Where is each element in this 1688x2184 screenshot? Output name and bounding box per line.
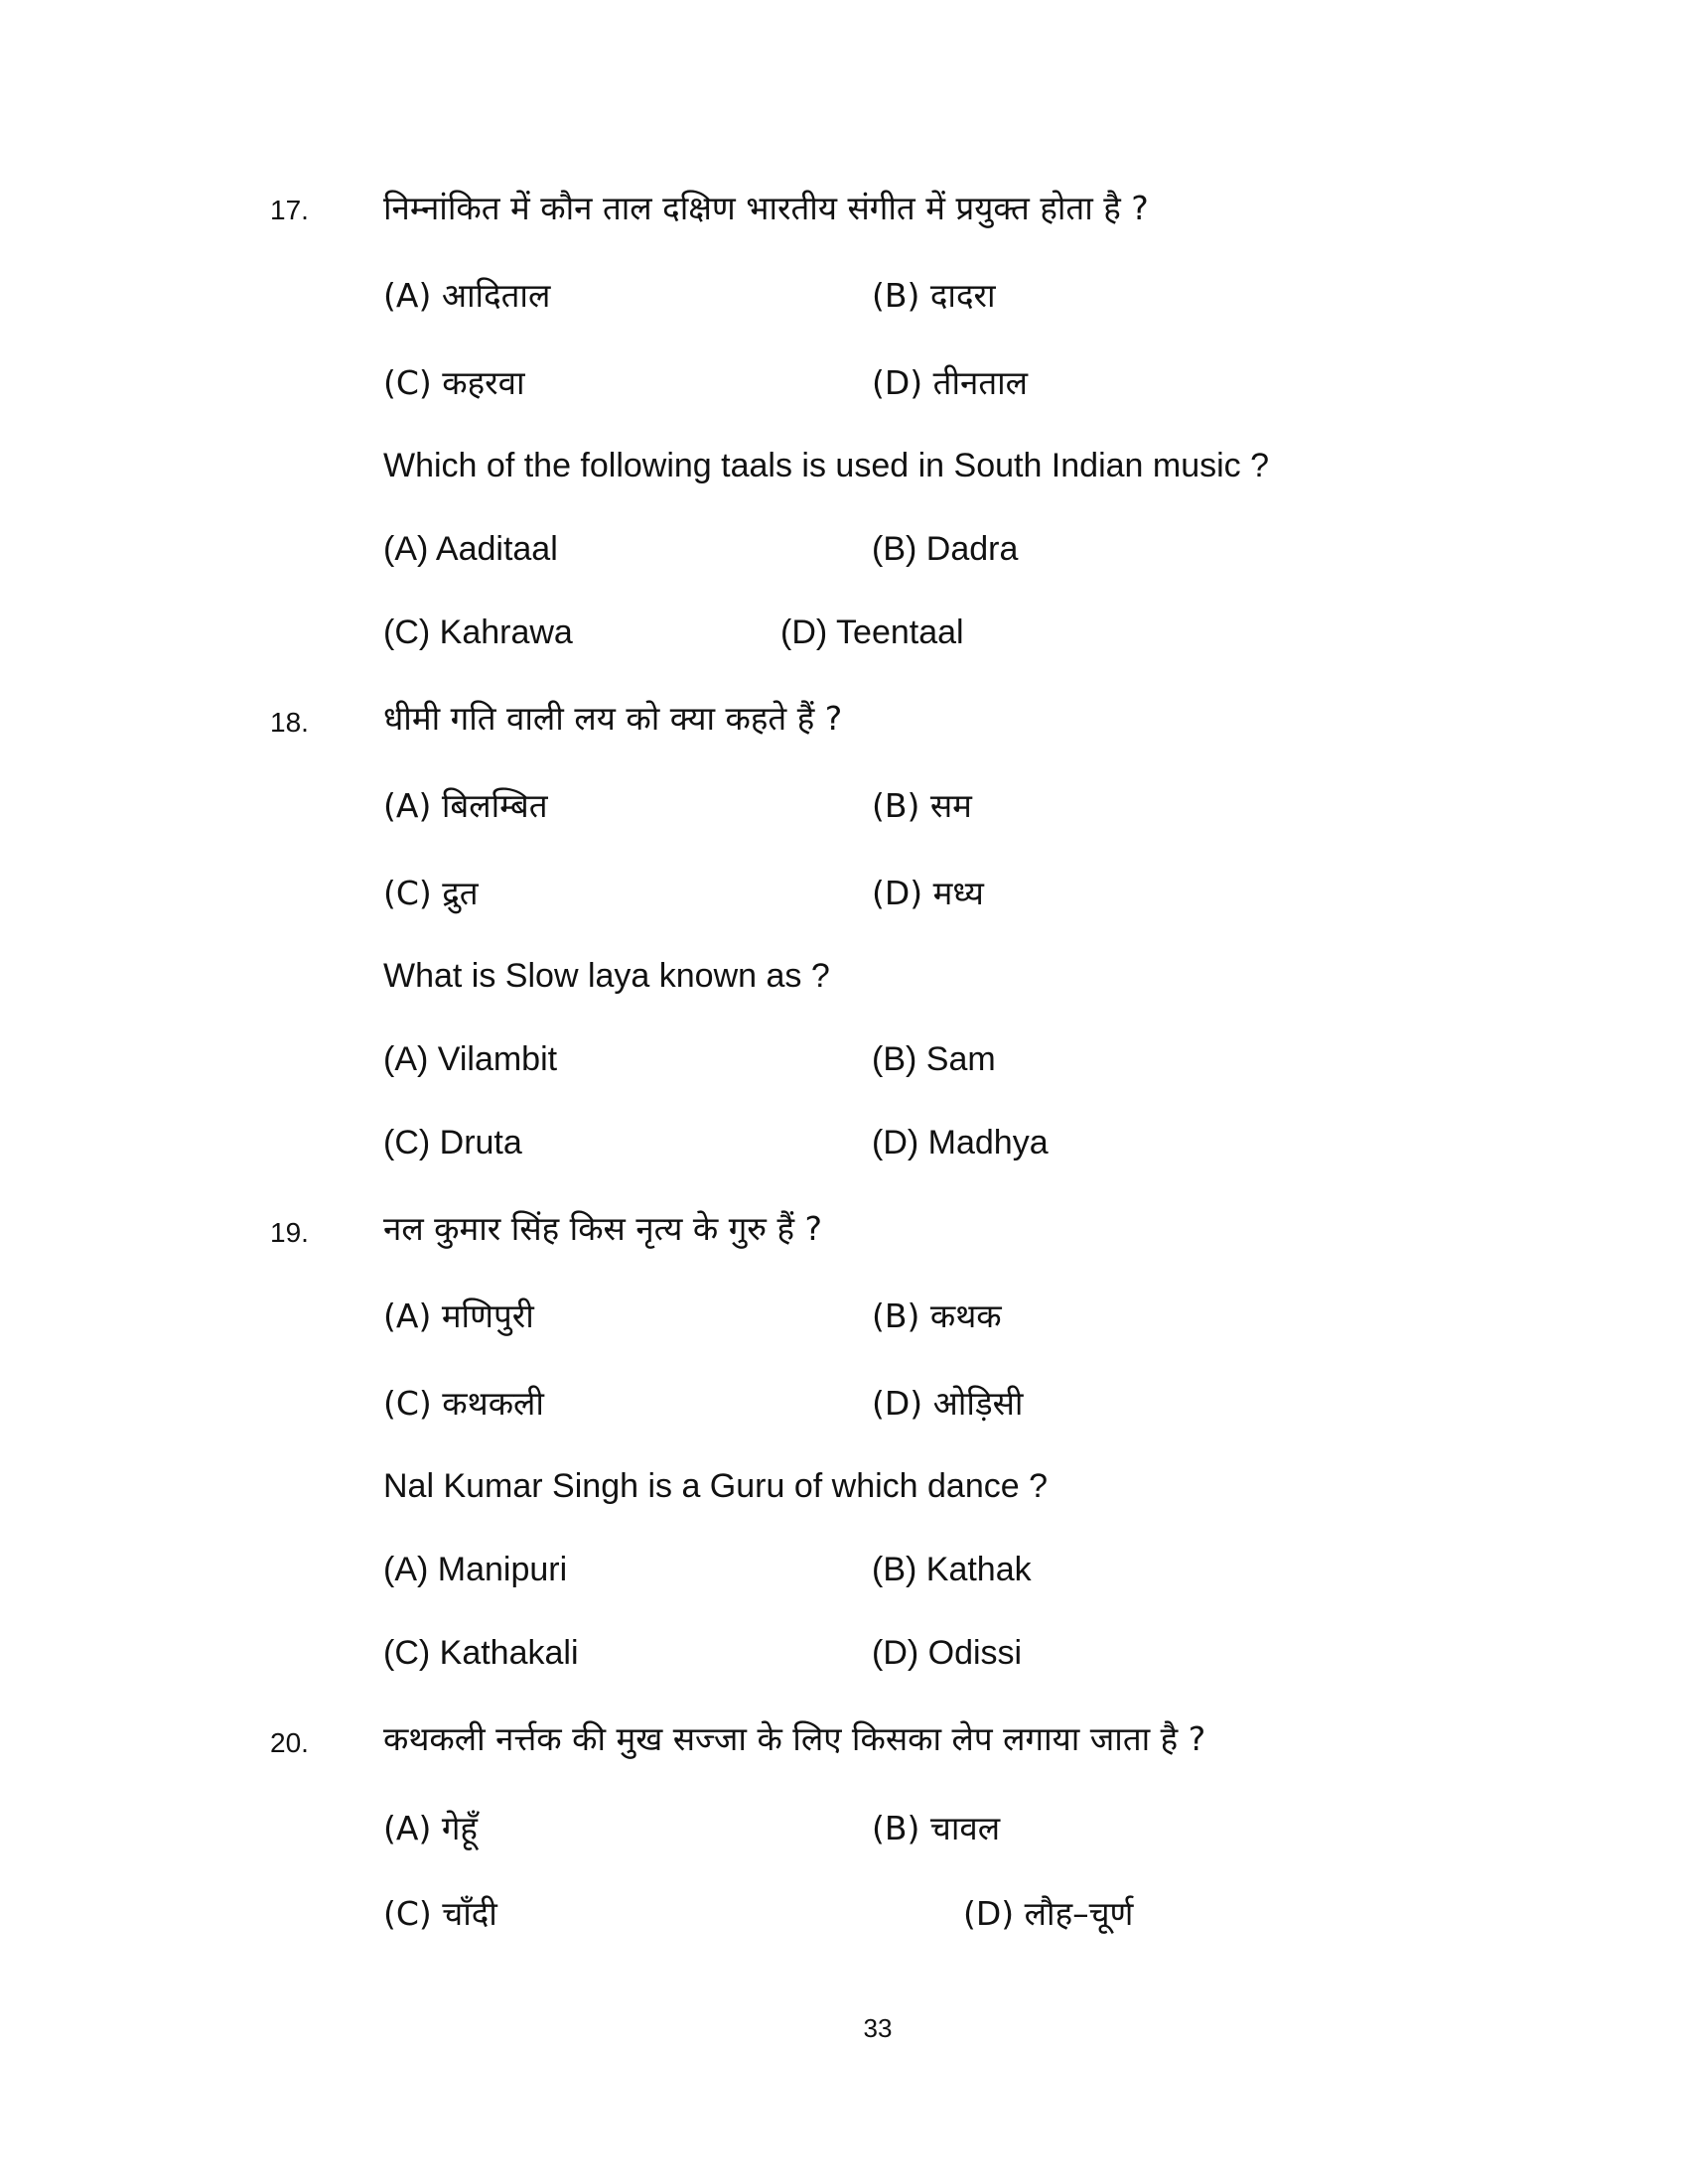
question-text-hindi: नल कुमार सिंह किस नृत्य के गुरु हैं ? (383, 1209, 823, 1248)
option-b-english: (B) Kathak (872, 1551, 1032, 1588)
question-number: 20. (270, 1727, 309, 1758)
option-d-english: (D) Teentaal (780, 614, 964, 651)
question-text-hindi: निम्नांकित में कौन ताल दक्षिण भारतीय संगीत में प्रयुक्त होता है ? (383, 189, 1149, 227)
option-a-hindi: (A) मणिपुरी (383, 1297, 534, 1335)
question-text-english: What is Slow laya known as ? (383, 957, 830, 995)
option-a-english: (A) Vilambit (383, 1040, 558, 1078)
option-c-hindi: (C) कहरवा (383, 363, 525, 402)
option-c-english: (C) Kathakali (383, 1634, 579, 1672)
option-b-english: (B) Sam (872, 1040, 996, 1078)
question-text-english: Nal Kumar Singh is a Guru of which dance ? (383, 1467, 1049, 1505)
option-b-hindi: (B) चावल (872, 1809, 1001, 1847)
option-c-english: (C) Kahrawa (383, 614, 573, 651)
option-c-hindi: (C) चाँदी (383, 1894, 497, 1933)
question-text-hindi: धीमी गति वाली लय को क्या कहते हैं ? (383, 699, 843, 738)
option-d-english: (D) Odissi (872, 1634, 1023, 1672)
question-number: 17. (270, 195, 309, 225)
option-c-hindi: (C) कथकली (383, 1384, 544, 1423)
question-text-hindi: कथकली नर्त्तक की मुख सज्जा के लिए किसका लेप लगाया जाता है ? (383, 1719, 1206, 1758)
option-a-english: (A) Manipuri (383, 1551, 568, 1588)
option-d-hindi: (D) तीनताल (872, 363, 1029, 402)
option-a-hindi: (A) गेहूँ (383, 1809, 478, 1847)
option-d-english: (D) Madhya (872, 1124, 1049, 1161)
option-b-english: (B) Dadra (872, 530, 1019, 568)
page-number: 33 (863, 2013, 893, 2043)
question-number: 19. (270, 1217, 309, 1248)
option-b-hindi: (B) सम (872, 786, 972, 825)
option-b-hindi: (B) कथक (872, 1297, 1002, 1335)
option-d-hindi: (D) लौह–चूर्ण (963, 1894, 1134, 1933)
question-number: 18. (270, 707, 309, 738)
option-c-hindi: (C) द्रुत (383, 874, 479, 912)
option-a-hindi: (A) आदिताल (383, 276, 551, 315)
option-b-hindi: (B) दादरा (872, 276, 996, 315)
option-a-english: (A) Aaditaal (383, 530, 558, 568)
question-text-english: Which of the following taals is used in South Indian music ? (383, 447, 1270, 484)
option-c-english: (C) Druta (383, 1124, 522, 1161)
option-a-hindi: (A) बिलम्बित (383, 786, 548, 825)
option-d-hindi: (D) मध्य (872, 874, 984, 912)
option-d-hindi: (D) ओड़िसी (872, 1384, 1024, 1423)
